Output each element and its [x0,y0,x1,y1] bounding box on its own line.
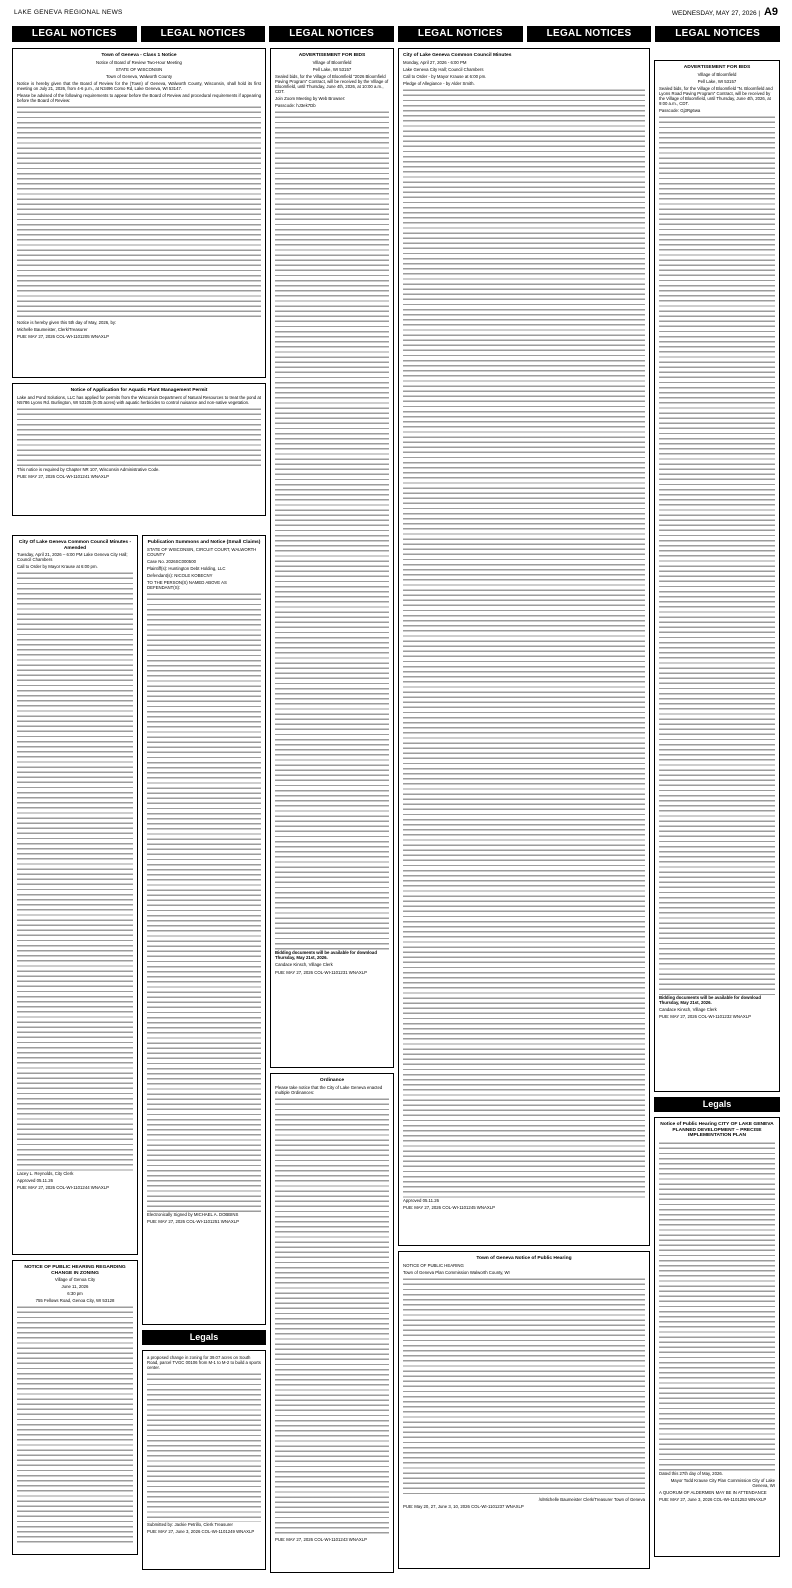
publication-line: PUB: MAY 27, 2026 COL-WI-1101231 WNAXLP [275,969,367,975]
notice-paragraph: Please take notice that the City of Lake Geneva enacted multiple Ordinances: [275,1084,383,1095]
notice-paragraph: Pledge of Allegiance - by Alder Smith. [403,80,475,86]
legal-notices-banner-row [12,26,780,42]
notice-paragraph: Join Zoom Meeting by Web Browser: [275,96,346,102]
notice-advertisement-bids-paving [270,48,394,1068]
notice-subtitle: 755 Fellows Road, Genoa City, WI 53128 [35,1298,115,1304]
text-body [17,1305,133,1545]
notice-subtitle: Village of Genoa City [54,1277,96,1282]
notice-paragraph: Plaintiff(s): Huntington Debt Holding, LLC [147,565,226,571]
notice-public-hearing-zoning [12,1260,138,1555]
notice-title: City of Lake Geneva Common Council Minutes [403,53,512,58]
notice-paragraph: Tuesday, April 21, 2026 – 6:00 PM Lake Geneva City Hall; Council Chambers [17,552,128,563]
notice-title: ADVERTISEMENT FOR BIDS [683,65,751,70]
notice-signature: Electronically Signed by MICHAEL A. DOBBINS [147,1212,239,1218]
notice-paragraph: Town of Geneva Plan Commission Walworth County, WI [403,1269,510,1275]
notice-paragraph: Case No. 2026SC000500 [147,558,196,564]
text-body [17,407,261,467]
notice-paragraph: Monday, April 27, 2026 - 6:00 PM [403,59,467,65]
notice-paragraph: Please be advised of the following requirements to appear before the Board of Review and procedural requirements if appearing before the Board of Review: [17,92,261,104]
banner-legal-notices: LEGAL NOTICES [398,26,523,42]
notice-paragraph: Bidding documents will be available for download Thursday, May 21st, 2026. [659,995,761,1006]
notice-paragraph: A QUORUM OF ALDERMEN MAY BE IN ATTENDANCE [659,1489,767,1495]
legals-label: Legals [142,1330,266,1345]
notice-paragraph: Sealed bids, for the Village of Bloomfield "N. Bloomfield and Lyons Road Paving Program" Contract, will be received by the Village of Bloomfield, until Thursday, June 4th, 2026, at 9:00 a.m., CDT. [659,85,773,106]
notice-lake-geneva-planned-development [654,1117,780,1557]
column-5 [654,60,780,1585]
publication-line: PUB: MAY 27, June 3, 2026 COL-WI-1101253 WNAXLP [659,1496,767,1502]
notice-title: Town of Geneva - Class 1 Notice [101,53,177,58]
notice-signature: Mayor Todd Krause City Plan Commission City of Lake Geneva, WI [670,1477,775,1488]
notice-signature: /s/Michelle Baumeister Clerk/Treasurer Town of Geneva [538,1496,645,1502]
page-header [0,0,792,26]
notice-council-minutes [398,48,650,1246]
publication-line: PUB: MAY 27, 2026 COL-WI-1101241 WNAXLP [17,473,109,479]
notice-paragraph: This notice is required by Chapter NR 107, Wisconsin Administrative Code. [17,466,160,472]
banner-legal-notices: LEGAL NOTICES [269,26,394,42]
notice-paragraph: Passcode: hJ3ek7Db [275,103,316,109]
notice-subtitle: Notice of Board of Review Two-Hour Meeting [96,59,182,65]
notice-signature: Michelle Baumeister, Clerk/Treasurer [17,327,88,333]
text-body [403,1277,645,1497]
notice-signature: Candace Kinsch, Village Clerk [275,962,333,968]
text-body [659,1141,775,1471]
paper-name: LAKE GENEVA REGIONAL NEWS [14,9,123,16]
notice-title: Town of Geneva Notice of Public Hearing [476,1256,572,1261]
publication-line: PUB: MAY 27, 2026 COL-WI-1101232 WNAXLP [659,1014,751,1020]
column-4 [398,48,650,1583]
publication-line: PUB: MAY 27, June 3, 2026 COL-WI-1101249 WNAXLP [147,1529,255,1535]
notice-subtitle: Village of Bloomfield [312,59,352,65]
notice-subtitle: STATE OF WISCONSIN [115,66,163,72]
notice-signature: Lacey L. Reynolds, City Clerk [17,1171,74,1177]
publication-line: PUB: MAY 27, 2026 COL-WI-1101243 WNAXLP [275,1536,367,1542]
text-body [659,115,775,995]
text-body [403,88,645,1198]
banner-legal-notices: LEGAL NOTICES [655,26,780,42]
notice-paragraph: TO THE PERSON(S) NAMED ABOVE AS DEFENDANT(S): [147,579,227,591]
notice-signature: Candace Kinsch, Village Clerk [659,1007,717,1013]
notice-title: NOTICE OF PUBLIC HEARING REGARDING CHANGE IN ZONING [24,1265,126,1276]
page-date: WEDNESDAY, MAY 27, 2026 | A9 [671,6,778,18]
notice-title: ADVERTISEMENT FOR BIDS [298,53,366,58]
publication-line: PUB: MAY 27, 2026 COL-WI-1101251 WNAXLP [147,1219,239,1225]
notice-title: Publication Summons and Notice (Small Claims) [147,540,261,545]
notice-title: City Of Lake Geneva Common Council Minutes - Amended [18,540,132,551]
notice-publication-summons [142,535,266,1325]
notice-paragraph: NOTICE OF PUBLIC HEARING [403,1262,464,1268]
column-3 [270,48,394,1583]
notice-ordinance [270,1073,394,1573]
notice-council-minutes-amended [12,535,138,1255]
notice-subtitle: 6:30 pm [67,1291,83,1297]
notice-paragraph: Notice is hereby given that the Board of Review for the (Town) of Geneva, Walworth County, Wisconsin, shall hold its first meeting on July 21, 2026, from 4-6 p.m., at N3496 Como Rd, Lake Geneva, WI 53147. [17,80,261,91]
text-body [147,1372,261,1522]
banner-legal-notices: LEGAL NOTICES [12,26,137,42]
notice-aquatic-plant [12,383,266,516]
text-body [275,1097,389,1537]
notice-zoning-continued [142,1350,266,1570]
notice-paragraph: Lake Geneva City Hall; Council Chambers [403,66,484,72]
column-2 [142,535,266,1585]
notice-subtitle: Town of Geneva, Walworth County [106,73,172,79]
notice-paragraph: Sealed bids, for the Village of Bloomfield "2026 Bloomfield Paving Program" Contract, will be received by the Village of Bloomfield, until Thursday, June 4th, 2026, at 10:00 a.m., CDT. [275,73,389,94]
notice-signature: Submitted by: Jackie Petrillo, Clerk Treasurer [147,1522,233,1528]
notice-paragraph: Defendant(s): NICOLE KOBECNY [147,572,213,578]
notice-title: Notice of Application for Aquatic Plant Management Permit [70,388,208,393]
notice-subtitle: June 11, 2026 [61,1284,89,1290]
notice-paragraph: Bidding documents will be available for download Thursday, May 21st, 2026. [275,950,377,961]
publication-line: PUB: May 20, 27, June 3, 10, 2026 COL-WI-1101237 WNAXLP [403,1503,524,1509]
notice-paragraph: Notice is hereby given this 5th day of May, 2026, by: [17,320,117,326]
notice-paragraph: Dated this 27th day of May, 2026. [659,1470,723,1476]
notice-town-geneva-hearing [398,1251,650,1569]
notice-board-of-review [12,48,266,378]
notice-title: Ordinance [319,1078,345,1083]
banner-legal-notices: LEGAL NOTICES [527,26,652,42]
notice-paragraph: Approved 05.11.26 [17,1178,53,1184]
notice-title: Notice of Public Hearing CITY OF LAKE GENEVA PLANNED DEVELOPMENT – PRECISE IMPLEMENTATION PLAN [660,1122,774,1138]
publication-line: PUB: MAY 27, 2026 COL-WI-1101245 WNAXLP [403,1204,495,1210]
notice-subtitle: Pell Lake, WI 53157 [312,66,352,72]
notice-advertisement-bids-road [654,60,780,1092]
legals-label: Legals [654,1097,780,1112]
notice-subtitle: Village of Bloomfield [697,71,737,77]
notice-paragraph: Passcode: Gj3Rg6wa [659,108,701,114]
notice-paragraph: Approved 05.11.26 [403,1197,439,1203]
notice-paragraph: Lake and Pond Solutions, LLC has applied for permits from the Wisconsin Department of Natural Resources to treat the pond at N5786 Lyons Rd. Burlington, WI 53105 (0.05 acres) with aquatic herbicides to control nuisance and non-native vegetation. [17,394,261,405]
notice-paragraph: STATE OF WISCONSIN, CIRCUIT COURT, WALWORTH COUNTY [147,546,257,557]
column-1b [12,535,138,1585]
banner-legal-notices: LEGAL NOTICES [141,26,266,42]
text-body [147,592,261,1212]
notice-subtitle: Pell Lake, WI 53157 [697,78,737,84]
text-body [275,110,389,950]
publication-line: PUB: MAY 27, 2026 COL-WI-1101205 WNAXLP [17,334,109,340]
text-body [17,105,261,320]
page-number: A9 [763,6,778,18]
publication-line: PUB: MAY 27, 2026 COL-WI-1101244 WNAXLP [17,1185,109,1191]
notice-paragraph: a proposed change in zoning for 39.07 acres on South Road, parcel TVGC 00106 from M-1 to M-2 to build a sports center. [147,1355,261,1371]
notice-paragraph: Call to Order by Mayor Krause at 6:00 pm. [17,564,98,570]
notice-paragraph: Call to Order - by Mayor Krause at 6:00 pm. [403,73,487,79]
text-body [17,571,133,1171]
